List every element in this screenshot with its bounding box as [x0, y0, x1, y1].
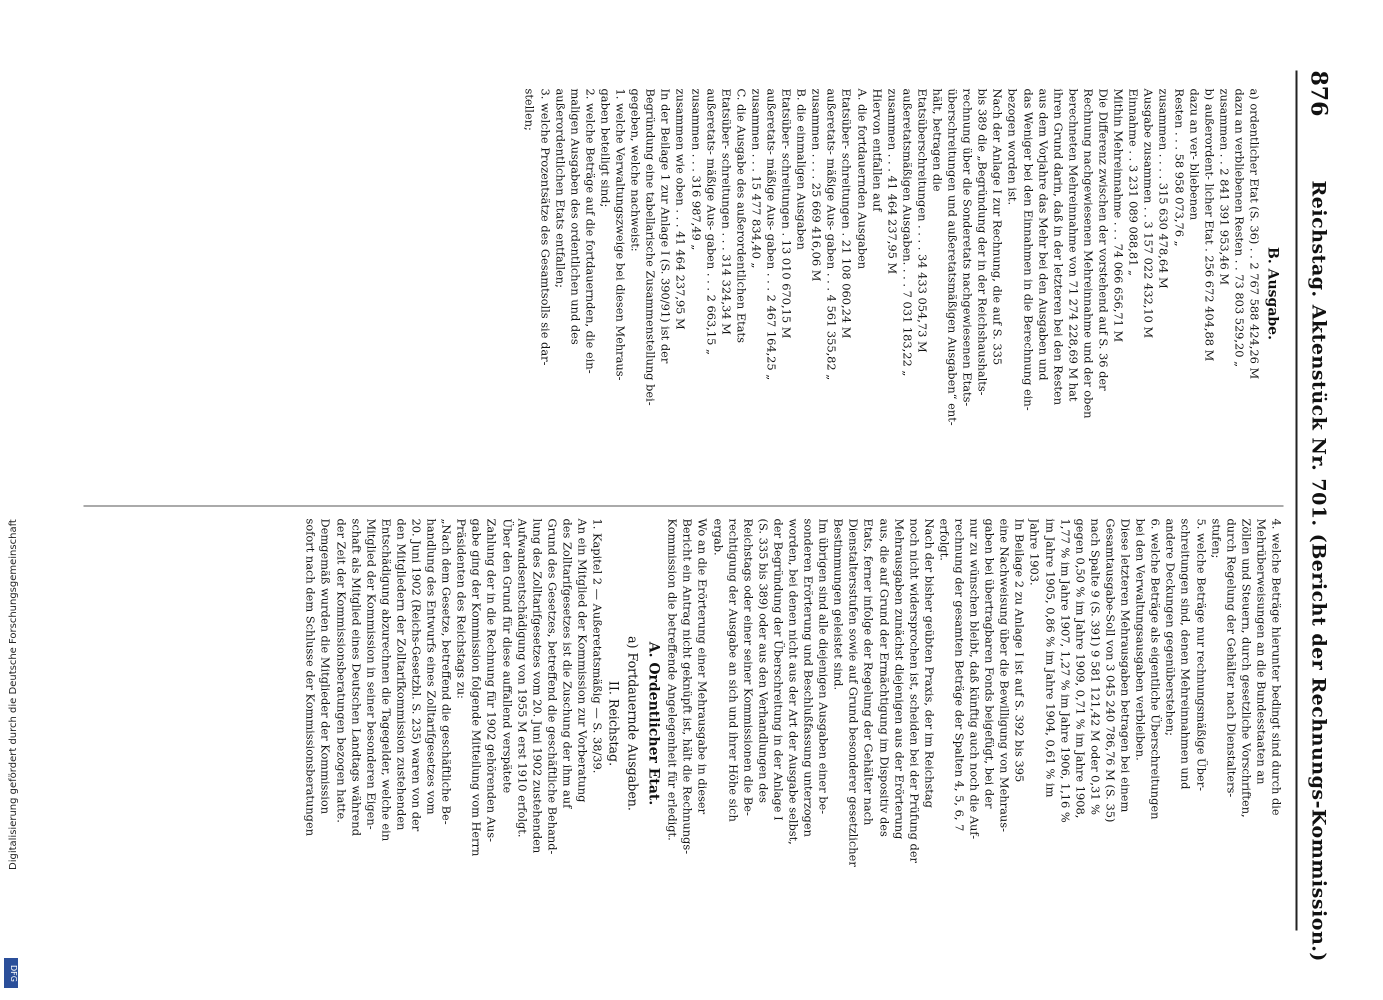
text-line: Begründung eine tabellarische Zusammenstellung bei-: [643, 88, 658, 406]
text-line: Ausgabe zusammen . . 3 157 022 432,10 M: [1141, 88, 1156, 338]
text-line: außerordentlichen Etats entfallen;: [552, 88, 567, 288]
text-line: worden, bei denen nicht aus der Art der Ausgabe selbst,: [786, 518, 800, 845]
text-line: 6. welche Beträge als eigentliche Überschreitungen: [1148, 518, 1163, 819]
text-line: außeretats- mäßige Aus- gaben . . . 4 561 355,82 „: [824, 88, 839, 380]
text-line: zusammen . . 2 841 391 953,46 M: [1216, 88, 1231, 285]
text-line: noch nicht widersprochen ist, scheiden bei der Prüfung der: [906, 518, 921, 863]
text-line: zusammen . . . . 25 669 416,06 M: [809, 88, 824, 281]
text-line: zusammen . . . 41 464 237,95 M: [884, 88, 899, 274]
text-line: bei den Verwaltungsausgaben verbleiben.: [1133, 518, 1148, 761]
text-line: durch Regelung der Gehälter nach Dienstalters-: [1223, 518, 1238, 797]
text-line: ergab.: [710, 518, 725, 556]
text-line: rechnung der gesamten Beträge der Spalten 4, 5, 6, 7: [952, 518, 967, 831]
text-line: stellen;: [522, 88, 537, 131]
text-line: des Zolltarifgesetzes ist die Zuschung der ihm auf: [559, 518, 574, 808]
text-line: im Jahre 1905, 0,86 % im Jahre 1904, 0,61 % im: [1042, 518, 1057, 797]
text-line: Wo an die Erörterung einer Mehrausgabe in dieser: [695, 518, 710, 814]
text-line: Im übrigen sind alle diejenigen Ausgaben einer be-: [816, 518, 831, 814]
text-line: „Nach dem Gesetze, betreffend die geschäftliche Be-: [439, 518, 454, 825]
text-line: andere Deckungen gegenüberstehen;: [1163, 518, 1178, 736]
text-line: Hiervon entfallen auf: [869, 88, 884, 211]
text-line: der Begründung der Überschreitung in der Anlage I: [770, 518, 785, 821]
column-rule: [83, 505, 1283, 506]
text-line: b) außerordent- licher Etat . 256 672 404,88 M: [1201, 88, 1216, 361]
text-line: Bestimmungen geleistet sind.: [831, 518, 846, 690]
text-line: Zöllen und Steuern, durch gesetzliche Vorschriften,: [1238, 518, 1253, 818]
text-line: aus, die auf Grund der Ermächtigung im Dispositiv des: [876, 518, 891, 837]
text-line: 1. Kapitel 2 — Außeretatsmäßig — S. 38/39.: [590, 518, 605, 773]
text-line: Dienstaltersstufen sowie auf Grund besonderer gesetzlicher: [846, 518, 861, 867]
text-line: sonderen Erörterung und Beschlußfassung unterzogen: [801, 518, 816, 837]
text-line: Entschädigung abzurechnen die Tagegelder, welche ein: [378, 518, 393, 841]
text-line: das Weniger bei den Einnahmen in die Berechnung ein-: [1020, 88, 1035, 411]
text-line: gaben beteiligt sind;: [597, 88, 612, 207]
text-line: schreitungen sind, denen Mehreinnahmen und: [1178, 518, 1193, 789]
text-line: (S. 335 bis 389) oder aus den Verhandlungen des: [755, 518, 770, 803]
text-line: Etats, ferner infolge der Regelung der Gehälter nach: [861, 518, 876, 825]
text-line: C. die Ausgabe des außerordentlichen Etats: [733, 88, 748, 343]
dfg-logo: DFG: [4, 958, 18, 988]
text-line: außeretatsmäßigen Ausgaben. . . . 7 031 183,22 „: [899, 88, 914, 376]
text-line: schaft als Mitglied eines Deutschen Landtags während: [348, 518, 363, 836]
text-line: Grund des Gesetzes, betreffend die geschäftliche Behand-: [544, 518, 559, 854]
text-line: bis 389 die „Begründung der in der Reichshaushalts-: [975, 88, 990, 396]
section-heading-ausgabe: B. Ausgabe.: [1264, 246, 1280, 340]
text-line: Über den Grund für diese auffallend verspätete: [499, 518, 514, 793]
text-line: Etatsüber- schreitungen . . . 314 324,34 M: [718, 88, 733, 335]
section-heading-ordentlicher-etat: A. Ordentlicher Etat.: [645, 641, 662, 805]
text-line: 1,77 % im Jahre 1907, 1,27 % im Jahre 1906, 1,16 %: [1057, 518, 1072, 823]
text-line: Etatsüber- schreitungen . 13 010 670,15 M: [779, 88, 794, 338]
funding-note: Digitalisierung gefördert durch die Deutsche Forschungsgemeinschaft: [8, 519, 19, 870]
text-line: a) ordentlicher Etat (S. 36) . . 2 767 588 424,26 M: [1247, 88, 1261, 379]
text-line: gegen 0,50 % im Jahre 1909, 0,71 % im Jahre 1908,: [1072, 518, 1087, 818]
text-line: Diese letzteren Mehrausgaben betragen bei einem: [1118, 518, 1133, 812]
text-line: Mitglied der Kommission in seiner besonderen Eigen-: [363, 518, 378, 830]
text-line: Nach der Anlage I zur Rechnung, die auf S. 335: [990, 88, 1005, 365]
text-line: eine Nachweisung über die Bewilligung von Mehraus-: [997, 518, 1012, 832]
text-line: Die Differenz zwischen der vorstehend auf S. 36 der: [1096, 88, 1111, 391]
text-line: Mithin Mehreinnahme . . . 74 066 656,71 M: [1111, 88, 1126, 342]
text-line: 20. Juni 1902 (Reichs-Gesetzbl. S. 235) waren von der: [409, 518, 424, 831]
text-line: zusammen . . . 15 477 834,40 „: [748, 88, 763, 268]
text-line: überschreitungen und außeretatsmäßigen Ausgaben“ ent-: [945, 88, 960, 426]
text-line: lung des Zolltarifgesetzes vom 20. Juni 1902 zustehenden: [529, 518, 544, 853]
text-line: Resten . . . 58 958 073,76 „: [1171, 88, 1186, 247]
section-heading-fortdauernde: a) Fortdauernde Ausgaben.: [625, 635, 641, 811]
text-line: Präsidenten des Reichstags zu:: [454, 518, 469, 699]
text-line: berechneten Mehreinnahme von 71 274 228,69 M hat: [1065, 88, 1080, 402]
text-line: Mehrüberweisungen an die Bundesstaaten an: [1253, 518, 1268, 785]
left-column: [521, 88, 1283, 498]
text-line: gegeben, welche nachweist:: [628, 88, 643, 252]
text-line: dazu an ver- bliebenen: [1186, 88, 1201, 220]
page-number: 876: [1305, 70, 1331, 116]
text-line: außeretats- mäßige Aus- gaben . . . 2 663,15 „: [703, 88, 718, 355]
text-line: Mehrausgaben zunächst diejenigen aus der Erörterung: [891, 518, 906, 839]
text-line: 3. welche Prozentsätze des Gesamtsolls sie dar-: [537, 88, 552, 365]
text-line: rechnung über die Sonderetats nachgewiesenen Etats-: [960, 88, 975, 406]
text-line: dazu an verbliebenen Resten . . 73 803 529,20 „: [1231, 88, 1246, 367]
text-line: zusammen . . . 316 987,49 „: [688, 88, 703, 250]
text-line: Etatsüber- schreitungen . 21 108 060,24 M: [839, 88, 854, 338]
text-line: ihren Grund darin, daß in der letzteren bei den Resten: [1050, 88, 1065, 405]
text-line: B. die einmaligen Ausgaben: [794, 88, 809, 250]
text-line: 4. welche Beträge hierunter bedingt sind durch die: [1269, 518, 1283, 816]
text-line: Etatsüberschreitungen . . . . 34 433 054,73 M: [914, 88, 929, 353]
text-line: Kommission die betreffende Angelegenheit für erledigt.: [665, 518, 680, 841]
text-line: rechtigung der Ausgabe an sich und ihrer Höhe sich: [725, 518, 740, 822]
text-line: erfolgt.: [936, 518, 951, 561]
text-line: zusammen wie oben . . . 41 464 237,95 M: [673, 88, 688, 330]
text-line: gaben bei übertragbaren Fonds beigefügt, bei der: [982, 518, 997, 808]
text-line: Aufwandsentschädigung von 1955 M erst 1910 erfolgt.: [514, 518, 529, 837]
text-line: A. die fortdauernden Ausgaben: [854, 88, 869, 269]
text-line: Rechnung nachgewiesenen Mehreinnahme und der oben: [1080, 88, 1095, 419]
text-line: gabe ging der Kommission folgende Mitteilung vom Herrn: [469, 518, 484, 856]
text-line: außeretats- mäßige Aus- gaben . . . 2 467 164,25 „: [764, 88, 778, 380]
text-line: Einnahme . . 3 231 089 088,81 „: [1126, 88, 1141, 276]
text-line: maligen Ausgaben des ordentlichen und des: [567, 88, 582, 345]
text-line: nur zu wünschen bleibt, daß künftig auch noch die Auf-: [967, 518, 982, 839]
text-line: Demgemäß wurden die Mitglieder der Kommission: [318, 518, 333, 814]
text-line: Jahre 1903.: [1027, 518, 1042, 586]
text-line: aus dem Vorjahre das Mehr bei den Ausgaben und: [1035, 88, 1050, 381]
page-header: [1295, 70, 1331, 962]
text-line: der Zeit der Kommissionsberatungen bezogen hatte.: [333, 518, 348, 823]
text-line: Zahlung der in die Rechnung für 1902 gehörenden Aus-: [484, 518, 499, 842]
text-line: An ein Mitglied der Kommission zur Vorberatung: [575, 518, 590, 802]
text-line: 1. welche Verwaltungszweige bei diesen Mehraus-: [613, 88, 628, 380]
text-line: In der Beilage 1 zur Anlage I (S. 390/91) ist der: [658, 88, 673, 363]
text-line: stufen;: [1208, 518, 1223, 558]
text-line: Reichstags oder einer seiner Kommissionen die Be-: [740, 518, 755, 816]
text-line: Gesamtausgabe-Soll von 3 045 240 786,76 M (S. 35): [1102, 518, 1117, 822]
text-line: nach Spalte 9 (S. 391) 9 581 121,42 M oder 0,31 %: [1087, 518, 1102, 815]
text-line: Bericht ein Antrag nicht geknüpft ist, hält die Rechnungs-: [680, 518, 695, 854]
text-line: den Mitgliedern der Zolltarifkommission zustehenden: [393, 518, 408, 830]
text-line: 5. welche Beträge nur rechnungsmäßige Über-: [1193, 518, 1208, 791]
text-line: sofort nach dem Schlusse der Kommissionsberatungen: [303, 518, 318, 836]
right-column: [302, 518, 1283, 928]
text-line: bezogen worden ist.: [1005, 88, 1020, 205]
text-line: handlung des Entwurfs eines Zolltarifgesetzes vom: [424, 518, 439, 815]
text-line: Nach der bisher geübten Praxis, der im Reichstag: [921, 518, 936, 808]
text-line: zusammen . . . . 315 630 478,64 M: [1156, 88, 1171, 289]
section-heading-reichstag: II. Reichstag.: [606, 680, 622, 766]
text-line: In Beilage 2 zu Anlage I ist auf S. 392 bis 395: [1012, 518, 1027, 782]
text-line: hält, betragen die: [930, 88, 945, 192]
text-line: 2. welche Beträge auf die fortdauernden, die ein-: [582, 88, 597, 374]
running-title: Reichstag. Aktenstück Nr. 701. (Bericht der Rechnungs-Kommission.): [1307, 180, 1329, 962]
